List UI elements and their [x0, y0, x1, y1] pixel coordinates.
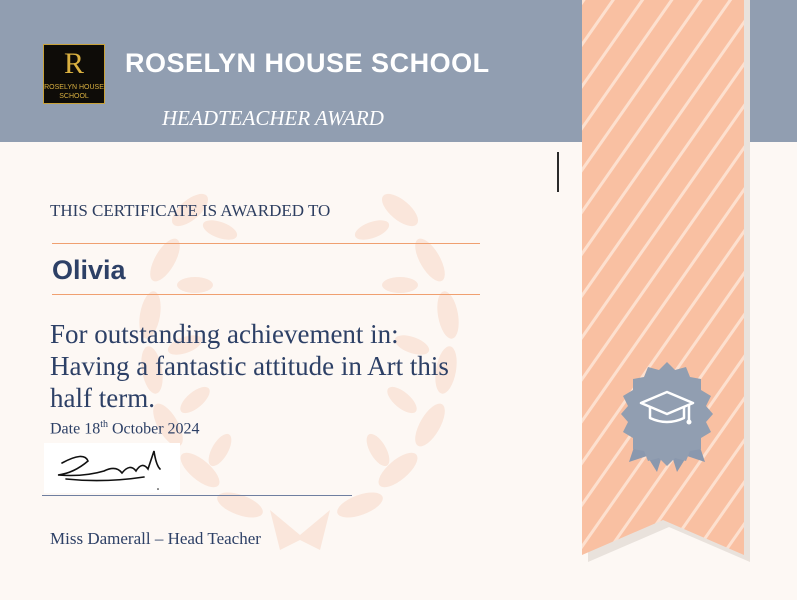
- signature-image: [44, 443, 180, 493]
- awarded-to-label: THIS CERTIFICATE IS AWARDED TO: [50, 201, 331, 220]
- date-prefix: Date 18: [50, 420, 101, 438]
- date-rest: October 2024: [107, 420, 200, 438]
- award-badge-icon: [617, 362, 717, 477]
- divider-mark: [557, 152, 559, 192]
- logo-text: [44, 83, 104, 101]
- logo-text-line2: SCHOOL: [59, 93, 89, 100]
- name-rule-top: [52, 243, 480, 244]
- school-logo: [43, 44, 105, 104]
- achievement-block: [50, 318, 490, 414]
- name-rule-bottom: [52, 294, 480, 295]
- award-ribbon: [582, 0, 752, 565]
- date-ordinal: th: [100, 419, 108, 430]
- award-title: HEADTEACHER AWARD: [162, 106, 384, 130]
- logo-text-line1: ROSELYN HOUSE: [44, 84, 104, 91]
- signature-line: [42, 495, 352, 496]
- award-date: [50, 419, 200, 438]
- recipient-name: Olivia: [52, 255, 126, 285]
- achievement-intro: For outstanding achievement in:: [50, 319, 399, 349]
- signatory-name: Miss Damerall – Head Teacher: [50, 529, 261, 548]
- signature-scribble: [44, 443, 180, 493]
- achievement-text: Having a fantastic attitude in Art this half term.: [50, 351, 449, 413]
- school-name: ROSELYN HOUSE SCHOOL: [125, 48, 490, 78]
- logo-initial: R: [63, 47, 84, 80]
